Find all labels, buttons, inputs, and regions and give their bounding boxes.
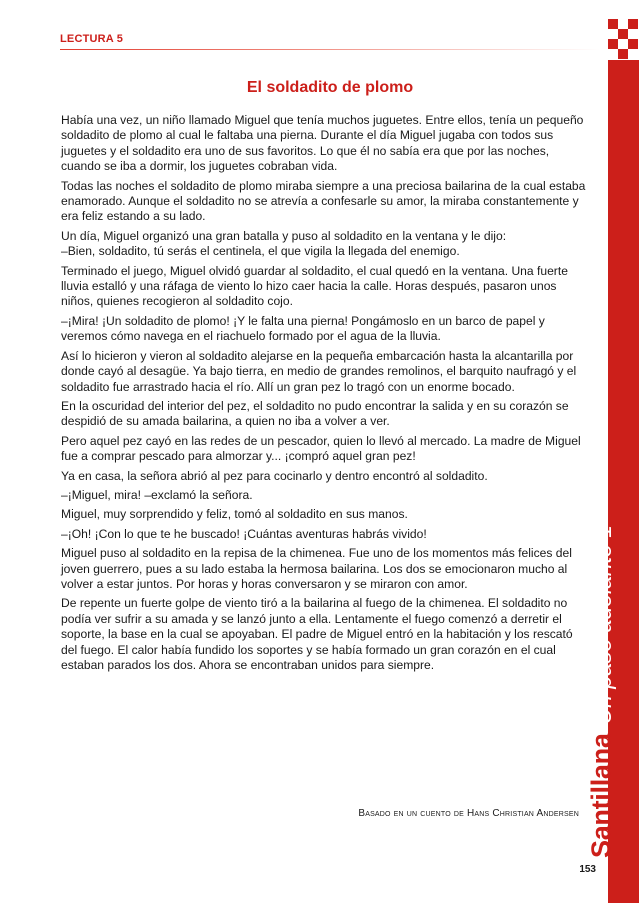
paragraph: –¡Oh! ¡Con lo que te he buscado! ¡Cuántas aventuras habrás vivido! — [61, 526, 427, 541]
paragraph: Ya en casa, la señora abrió al pez para cocinarlo y dentro encontró al soldadito. — [61, 468, 488, 483]
paragraph: En la oscuridad del interior del pez, el soldadito no pudo encontrar la salida y en su corazón se despidió de su amada bailarina, a quien no iba a volver a ver. — [61, 398, 569, 429]
paragraph: Así lo hicieron y vieron al soldadito alejarse en la pequeña embarcación hasta la alcantarilla por donde cayó al desagüe. Ya bajo tierra, en medio de grandes remolinos, el barquito naufragó y el soldadito fue arrastrado hacia el río. Allí un gran pez lo tragó con un enorme bocado. — [61, 348, 577, 394]
paragraph: –¡Mira! ¡Un soldadito de plomo! ¡Y le falta una pierna! Pongámoslo en un barco de papel y veremos cómo navega en el riachuelo formado por el agua de la lluvia. — [61, 313, 545, 344]
series-title: Un paso adelante 1 — [590, 524, 616, 725]
brand-name: Santillana — [586, 733, 616, 858]
story-body — [61, 113, 591, 677]
paragraph: Un día, Miguel organizó una gran batalla y puso al soldadito en la ventana y le dijo: –Bien, soldadito, tú serás el centinela, el que vigila la llegada del enemigo. — [61, 228, 507, 259]
story-title: El soldadito de plomo — [246, 79, 414, 96]
paragraph: Había una vez, un niño llamado Miguel que tenía muchos juguetes. Entre ellos, tenía un pequeño soldadito de plomo al cual le faltaba una pierna. Durante el día Miguel jugaba con todos sus juguetes y el soldadito era uno de sus favoritos. Lo que él no sabía era que por las noches, cuando se iba a dormir, los juguetes cobraban vida. — [61, 113, 584, 174]
paragraph: –¡Miguel, mira! –exclamó la señora. — [61, 487, 253, 502]
paragraph: Terminado el juego, Miguel olvidó guardar al soldadito, el cual quedó en la ventana. Una fuerte lluvia estalló y una ráfaga de viento lo hizo caer hacia la calle. Horas después, pasaron unos niños, quienes recogieron al soldadito cojo. — [61, 263, 568, 309]
paragraph: De repente un fuerte golpe de viento tiró a la bailarina al fuego de la chimenea. El soldadito no podía ver sufrir a su amada y se lanzó junto a ella. Lentamente el fuego comenzó a derretir el soporte, la base en la cual se apoyaban. El padre de Miguel entró en la habitación y los rescató del fuego. El calor había fundido los soportes y se había formado un gran corazón en el cual estaban parados los dos. Ahora se encontraban unidos para siempre. — [61, 596, 573, 672]
section-label: LECTURA 5 — [60, 33, 124, 45]
paragraph: Pero aquel pez cayó en las redes de un pescador, quien lo llevó al mercado. La madre de Miguel fue a comprar pescado para almorzar y... ¡compró aquel gran pez! — [61, 433, 581, 464]
paragraph: Miguel puso al soldadito en la repisa de la chimenea. Fue uno de los momentos más felices del joven guerrero, pues a su lado estaba la hermosa bailarina. Los dos se emocionaron mucho al volver a estar juntos. Por horas y horas conversaron y se miraron con amor. — [61, 546, 572, 591]
page-number: 153 — [579, 864, 596, 875]
paragraph: Todas las noches el soldadito de plomo miraba siempre a una preciosa bailarina de la cual estaba enamorado. Aunque el soldadito no se atrevía a confesarle su amor, la miraba constantemente y era feliz estando a su lado. — [61, 178, 586, 224]
paragraph: Miguel, muy sorprendido y feliz, tomó al soldadito en sus manos. — [61, 507, 408, 522]
attribution: Basado en un cuento de Hans Christian Andersen — [358, 808, 579, 819]
header-divider — [60, 49, 600, 50]
checker-ornament — [608, 19, 639, 60]
